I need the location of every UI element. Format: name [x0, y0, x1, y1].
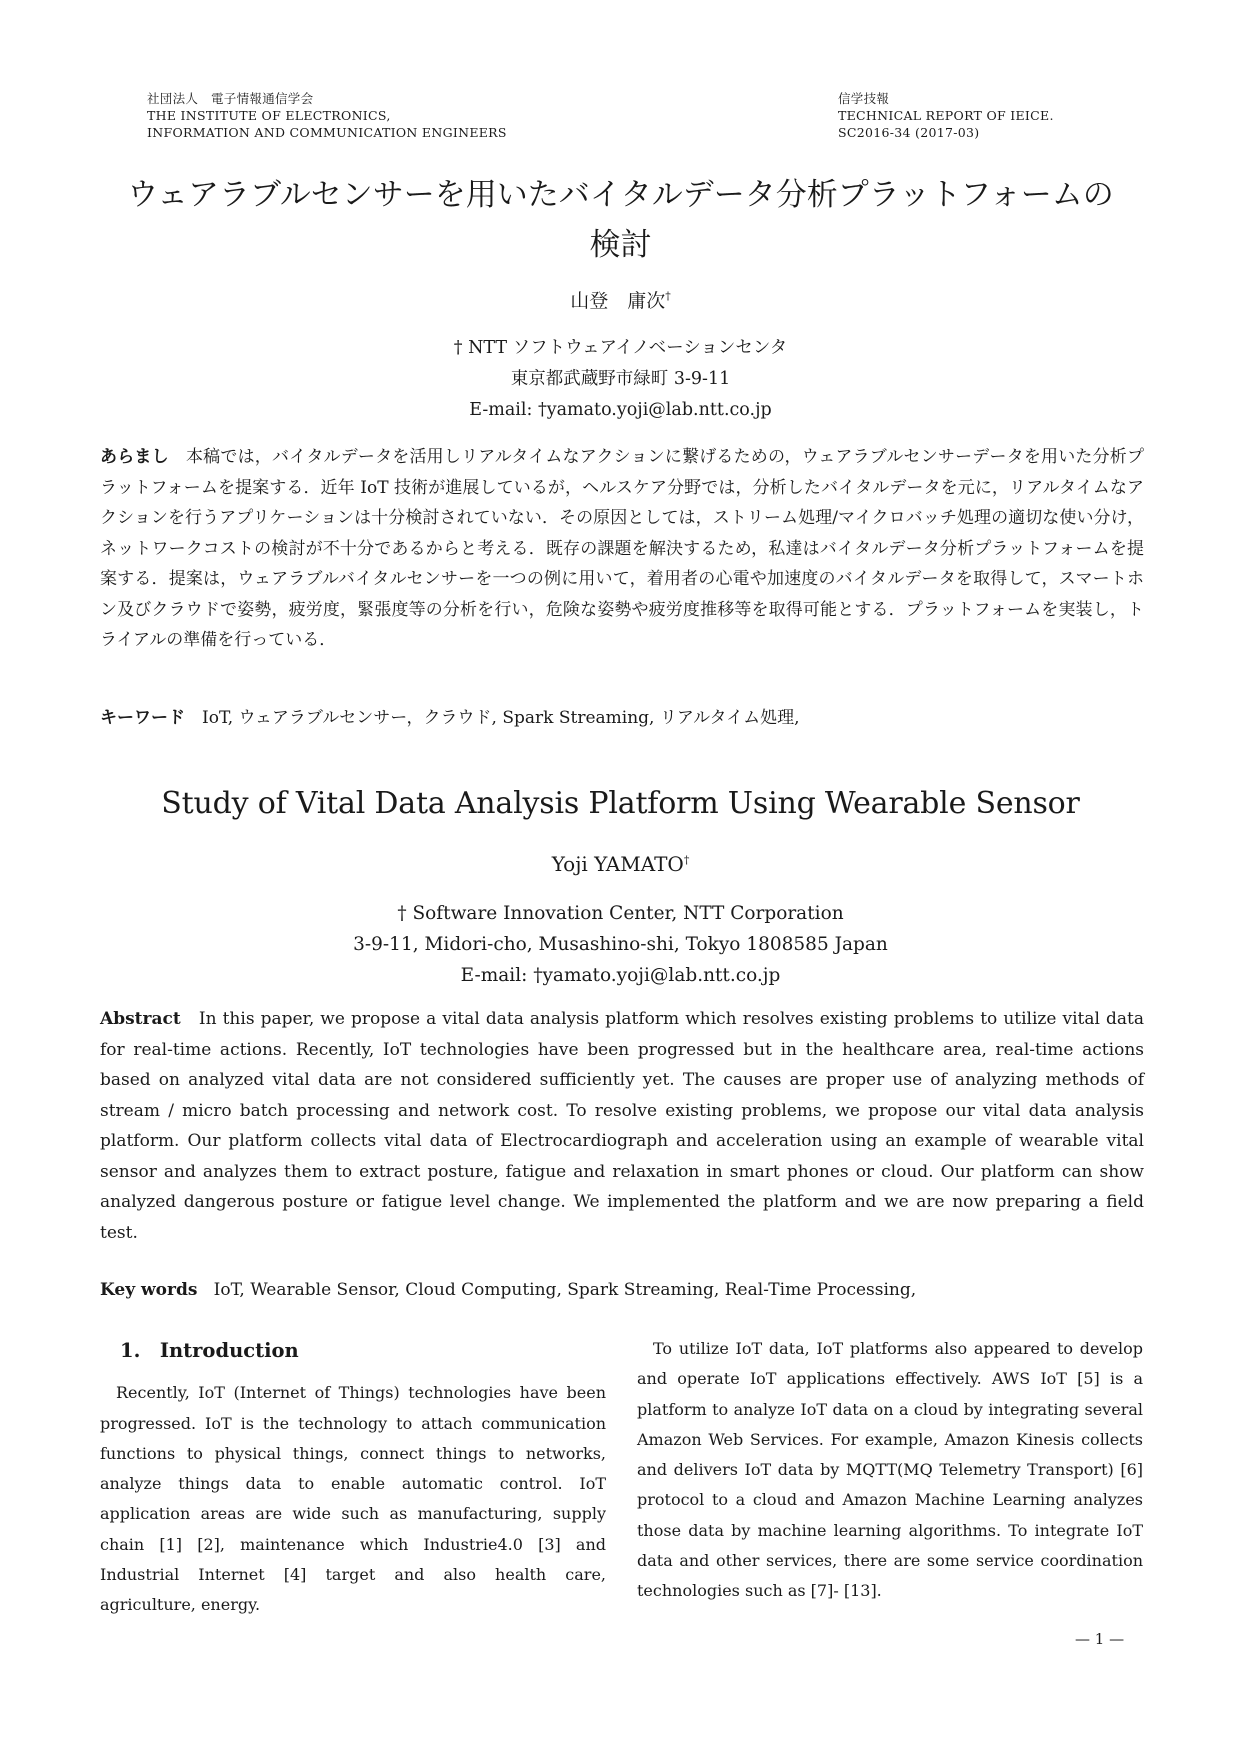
- title-en: Study of Vital Data Analysis Platform Using Wearable Sensor: [161, 786, 1080, 821]
- affiliation-ja-email: E-mail: †yamato.yoji@lab.ntt.co.jp: [469, 400, 772, 420]
- affiliation-en: [80, 898, 1161, 991]
- abstract-en-label: Abstract: [100, 1009, 181, 1029]
- affiliation-ja-address: 東京都武蔵野市緑町 3-9-11: [510, 369, 731, 389]
- title-ja-line2: 検討: [589, 227, 652, 263]
- affiliation-ja-org: † NTT ソフトウェアイノベーションセンタ: [453, 338, 788, 358]
- keywords-ja-text: IoT, ウェアラブルセンサー，クラウド, Spark Streaming, リアルタイム処理,: [202, 708, 800, 728]
- report-number: SC2016-34 (2017-03): [838, 125, 980, 140]
- author-ja-mark: †: [665, 289, 671, 303]
- author-en-mark: †: [683, 853, 690, 867]
- society-name-en-2: INFORMATION AND COMMUNICATION ENGINEERS: [147, 125, 507, 140]
- abstract-en-text: In this paper, we propose a vital data analysis platform which resolves existing problems to utilize vital data for real-time actions. Recently, IoT technologies have been progressed but in the healthcare area, real-time actions based on analyzed vital data are not considered sufficiently yet. The causes are proper use of analyzing methods of stream / micro batch processing and network cost. To resolve existing problems, we propose our vital data analysis platform. Our platform collects vital data of Electrocardiograph and acceleration using an example of wearable vital sensor and analyzes them to extract posture, fatigue and relaxation in smart phones or cloud. Our platform can show analyzed dangerous posture or fatigue level change. We implemented the platform and we are now preparing a field test.: [100, 1009, 1144, 1243]
- section-heading-introduction: 1. Introduction: [120, 1339, 299, 1362]
- keywords-ja-label: キーワード: [100, 708, 185, 728]
- keywords-en-label: Key words: [100, 1280, 198, 1300]
- abstract-ja-text: 本稿では，バイタルデータを活用しリアルタイムなアクションに繋げるための，ウェアラブルセンサーデータを用いた分析プラットフォームを提案する．近年 IoT 技術が進展しているが，ヘルスケア分野では，分析したバイタルデータを元に，リアルタイムなアクションを行うアプリケーションは十分検討されていない．その原因としては，ストリーム処理/マイクロバッチ処理の適切な使い分け，ネットワークコストの検討が不十分であるからと考える．既存の課題を解決するため，私達はバイタルデータ分析プラットフォームを提案する．提案は，ウェアラブルバイタルセンサーを一つの例に用いて，着用者の心電や加速度のバイタルデータを取得して，スマートホン及びクラウドで姿勢，疲労度，緊張度等の分析を行い，危険な姿勢や疲労度推移等を取得可能とする．プラットフォームを実装し，トライアルの準備を行っている．: [100, 447, 1145, 650]
- keywords-en: [100, 1275, 1144, 1306]
- author-en-name: Yoji YAMATO: [551, 852, 684, 876]
- abstract-en: [100, 1004, 1144, 1248]
- keywords-en-text: IoT, Wearable Sensor, Cloud Computing, Spark Streaming, Real-Time Processing,: [213, 1280, 917, 1300]
- society-name-ja: 社団法人 電子情報通信学会: [147, 91, 314, 106]
- society-name-en-1: THE INSTITUTE OF ELECTRONICS,: [147, 108, 391, 123]
- author-en: [80, 852, 1161, 876]
- intro-paragraph-1: Recently, IoT (Internet of Things) technologies have been progressed. IoT is the technology to attach communication functions to physical things, connect things to networks, analyze things data to enable automatic control. IoT application areas are wide such as manufacturing, supply chain [1] [2], maintenance which Industrie4.0 [3] and Industrial Internet [4] target and also health care, agriculture, energy.: [100, 1383, 606, 1615]
- report-type-en: TECHNICAL REPORT OF IEICE.: [838, 108, 1054, 123]
- affiliation-ja: [80, 333, 1161, 426]
- title-ja-line1: ウェアラブルセンサーを用いたバイタルデータ分析プラットフォームの: [127, 177, 1114, 213]
- intro-paragraph-2: To utilize IoT data, IoT platforms also appeared to develop and operate IoT applications effectively. AWS IoT [5] is a platform to analyze IoT data on a cloud by integrating several Amazon Web Services. For example, Amazon Kinesis collects and delivers IoT data by MQTT(MQ Telemetry Transport) [6] protocol to a cloud and Amazon Machine Learning analyzes those data by machine learning algorithms. To integrate IoT data and other services, there are some service coordination technologies such as [7]- [13].: [637, 1339, 1143, 1601]
- affiliation-en-address: 3-9-11, Midori-cho, Musashino-shi, Tokyo 1808585 Japan: [353, 934, 888, 955]
- header-left: [147, 90, 507, 141]
- column-left: [100, 1336, 606, 1621]
- title-ja: [80, 170, 1161, 270]
- keywords-ja: [100, 703, 1144, 734]
- affiliation-en-email: E-mail: †yamato.yoji@lab.ntt.co.jp: [460, 965, 781, 986]
- author-ja: [80, 286, 1161, 313]
- header-right: [838, 90, 1054, 141]
- affiliation-en-org: † Software Innovation Center, NTT Corporation: [397, 903, 844, 924]
- author-ja-name: 山登 庸次: [570, 290, 666, 312]
- abstract-ja: [100, 442, 1144, 656]
- abstract-ja-label: あらまし: [100, 447, 169, 467]
- report-type-ja: 信学技報: [838, 91, 890, 106]
- column-right: [637, 1334, 1143, 1607]
- page-number: — 1 —: [1075, 1630, 1125, 1648]
